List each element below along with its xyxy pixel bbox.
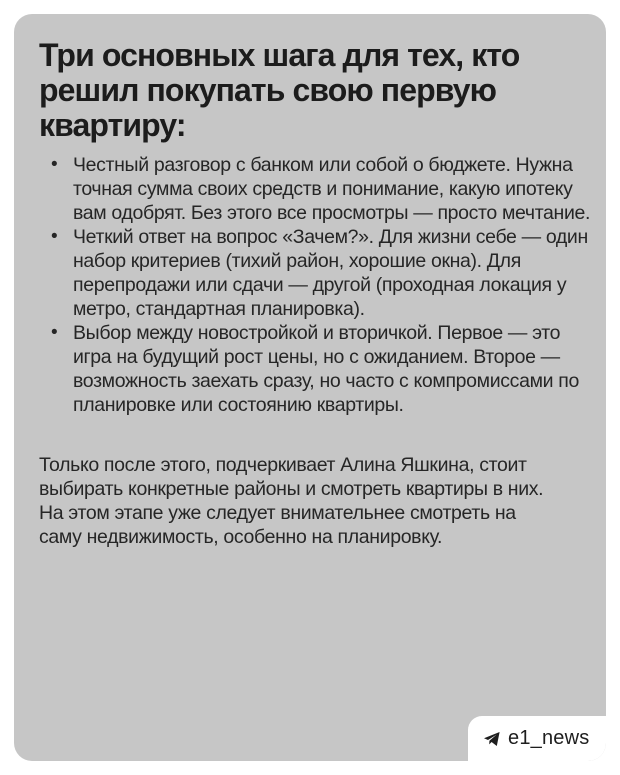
telegram-icon <box>483 731 501 747</box>
channel-name: e1_news <box>508 727 590 749</box>
list-item-text: Четкий ответ на вопрос «Зачем?». Для жизни себе — один набор критериев (тихий район, хорошие окна). Для перепродажи или сдачи — другой (проходная локация у метро, стандартная планировка). <box>73 226 588 320</box>
closing-paragraph: Только после этого, подчеркивает Алина Яшкина, стоит выбирать конкретные районы и смотреть квартиры в них. На этом этапе уже следует внимательнее смотреть на саму недвижимость, особенно на планировку. <box>39 454 544 548</box>
list-item <box>39 153 593 225</box>
bullet-marker: • <box>51 322 58 343</box>
list-item <box>39 225 593 321</box>
article-card <box>14 14 606 761</box>
list-item-text: Честный разговор с банком или собой о бюджете. Нужна точная сумма своих средств и понимание, какую ипотеку вам одобрят. Без этого все просмотры — просто мечтание. <box>73 154 591 224</box>
bullet-marker: • <box>51 226 58 247</box>
list-item <box>39 321 593 417</box>
card-title: Три основных шага для тех, кто решил покупать свою первую квартиру: <box>39 37 520 143</box>
list-item-text: Выбор между новостройкой и вторичкой. Первое — это игра на будущий рост цены, но с ожиданием. Второе — возможность заехать сразу, но часто с компромиссами по планировке или состоянию квартиры. <box>73 322 579 416</box>
steps-list <box>39 153 591 417</box>
channel-badge[interactable] <box>468 716 606 761</box>
bullet-marker: • <box>51 154 58 175</box>
